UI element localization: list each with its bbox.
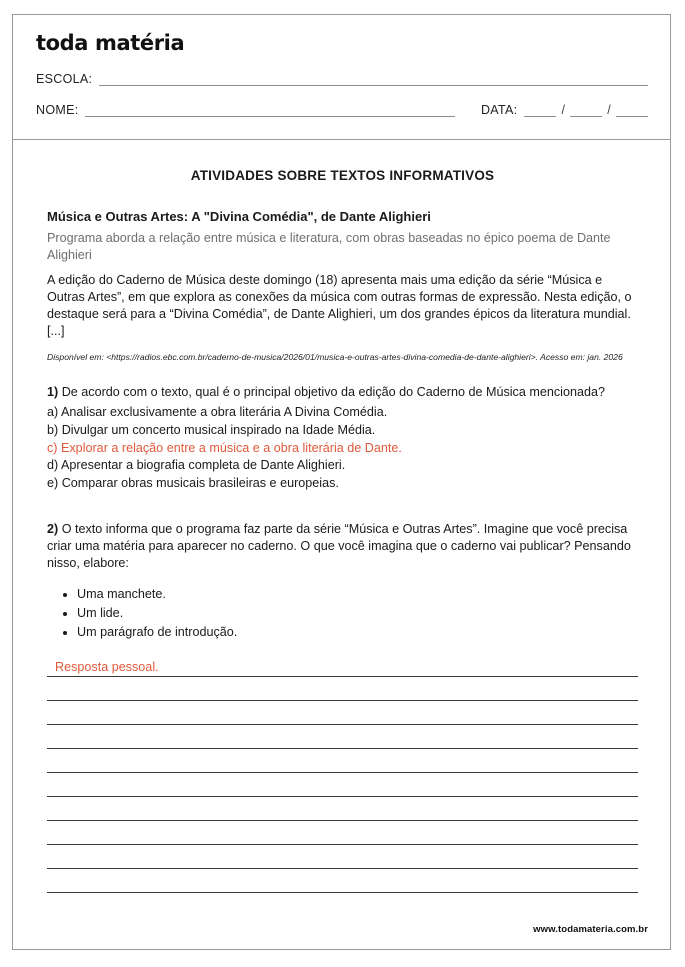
question-1-number: 1) <box>47 384 59 399</box>
bullet-item-manchete: • Uma manchete. <box>77 585 638 604</box>
answer-line[interactable] <box>47 869 638 893</box>
page-title: ATIVIDADES SOBRE TEXTOS INFORMATIVOS <box>190 168 495 183</box>
date-label: DATA: <box>480 103 518 117</box>
answer-line[interactable] <box>47 797 638 821</box>
question-2-text: O texto informa que o programa faz parte da série “Música e Outras Artes”. Imagine que você precisa criar uma matéria para aparecer no caderno. O que você imagina que o caderno vai publicar? Pensando nisso, elabore: <box>47 522 631 570</box>
alternative-e[interactable]: e) Comparar obras musicais brasileiras e europeias. <box>47 476 339 491</box>
date-month-input[interactable] <box>570 104 602 117</box>
school-label: ESCOLA: <box>36 72 93 86</box>
article-ellipsis: [...] <box>47 323 65 338</box>
question-2-bullets <box>47 585 638 642</box>
question-2 <box>47 521 638 893</box>
bullet-item-lide: • Um lide. <box>77 604 638 623</box>
answer-line[interactable] <box>47 749 638 773</box>
answer-line[interactable] <box>47 701 638 725</box>
date-separator-2: / <box>607 103 611 117</box>
worksheet-page <box>12 14 671 950</box>
article-headline: Música e Outras Artes: A "Divina Comédia", de Dante Alighieri <box>47 209 431 224</box>
answer-line[interactable] <box>47 845 638 869</box>
answer-line[interactable] <box>47 821 638 845</box>
answer-line[interactable] <box>47 677 638 701</box>
worksheet-header <box>13 15 670 140</box>
question-1-alternatives <box>47 404 638 493</box>
date-separator-1: / <box>561 103 566 117</box>
question-1-text: De acordo com o texto, qual é o principal objetivo da edição do Caderno de Música mencionada? <box>58 384 605 399</box>
source-citation: Disponível em: <https://radios.ebc.com.br/caderno-de-musica/2026/01/musica-e-outras-artes-divina-comedia-de-dante-alighieri>. Acesso em: jan. 2026 <box>47 352 623 363</box>
answer-line[interactable] <box>47 653 638 677</box>
footer-website-url: www.todamateria.com.br <box>533 924 648 935</box>
alternative-d[interactable]: d) Apresentar a biografia completa de Dante Alighieri. <box>47 458 346 473</box>
school-input-rule[interactable] <box>99 73 648 86</box>
answer-key-text: Resposta pessoal. <box>55 660 159 675</box>
brand-logo: toda matéria <box>36 31 185 55</box>
name-input-rule[interactable] <box>85 104 454 117</box>
alternative-a[interactable]: a) Analisar exclusivamente a obra literária A Divina Comédia. <box>47 404 388 419</box>
question-2-number: 2) <box>47 522 59 537</box>
name-label: NOME: <box>36 103 79 117</box>
name-field-row <box>36 103 648 117</box>
article-subtitle: Programa aborda a relação entre música e literatura, com obras baseadas no épico poema de Dante Alighieri <box>47 230 611 262</box>
school-field-row <box>36 72 648 86</box>
article-body: A edição do Caderno de Música deste domingo (18) apresenta mais uma edição da série “Música e Outras Artes”, em que explora as conexões da música com outras formas de expressão. Nesta edição, o destaque será para a “Divina Comédia”, de Dante Alighieri, um dos grandes épicos da literatura mundial. <box>47 273 632 321</box>
question-1 <box>47 384 638 493</box>
date-year-input[interactable] <box>616 104 648 117</box>
worksheet-content <box>47 168 638 893</box>
alternative-b[interactable]: b) Divulgar um concerto musical inspirado na Idade Média. <box>47 422 376 437</box>
answer-line[interactable] <box>47 773 638 797</box>
question-1-prompt <box>47 384 638 401</box>
alternative-c[interactable]: c) Explorar a relação entre a música e a obra literária de Dante. <box>47 440 402 455</box>
question-2-prompt <box>47 521 638 572</box>
bullet-item-paragrafo: • Um parágrafo de introdução. <box>77 623 638 642</box>
date-day-input[interactable] <box>524 104 556 117</box>
answer-lines <box>47 653 638 893</box>
date-field-group <box>455 103 648 117</box>
answer-line[interactable] <box>47 725 638 749</box>
